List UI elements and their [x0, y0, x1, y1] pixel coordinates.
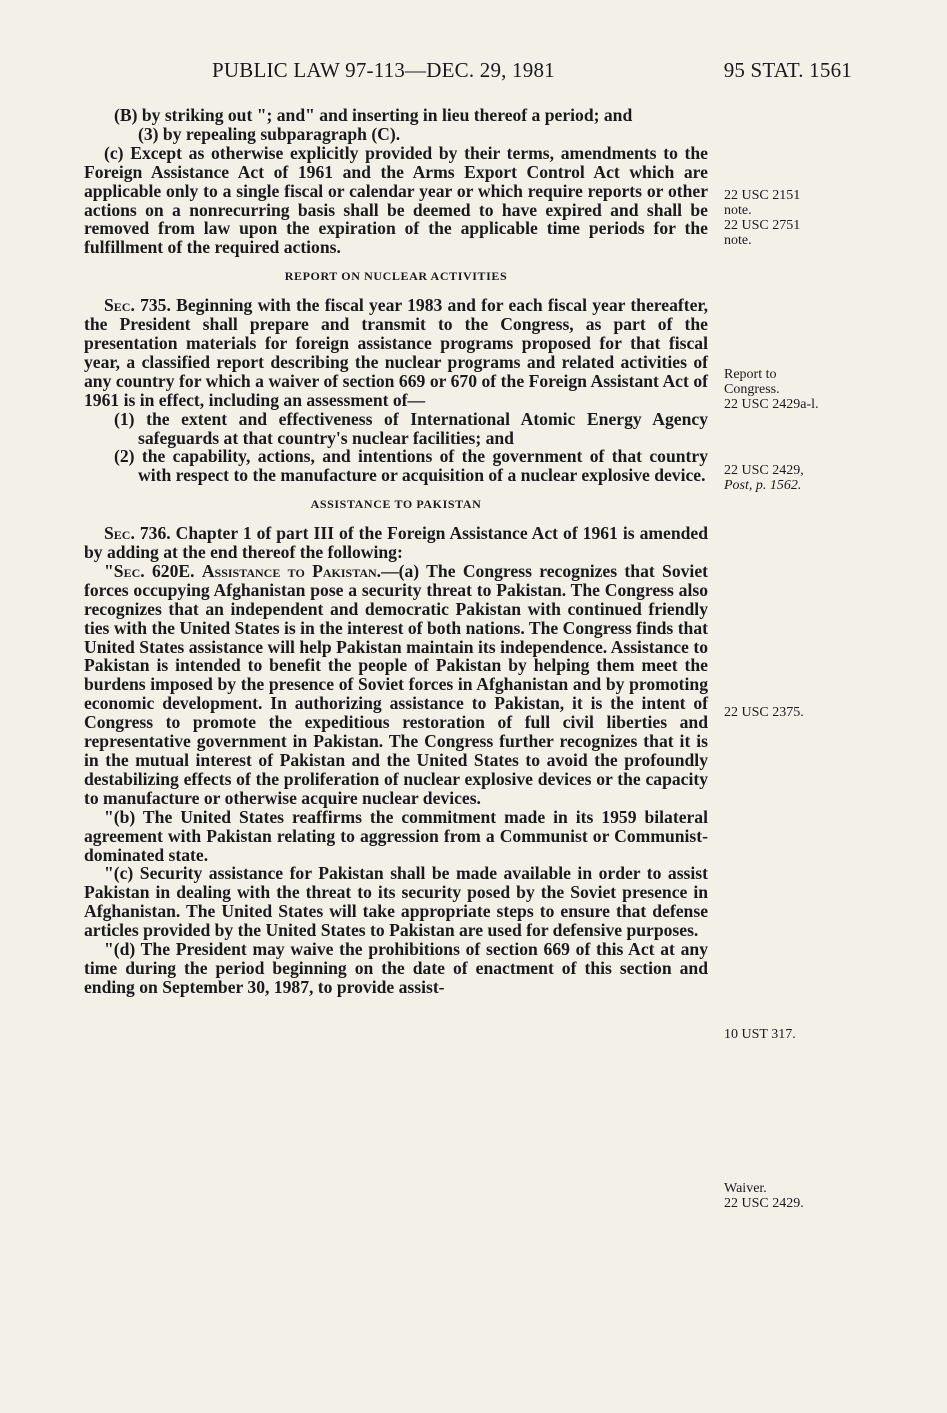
margin-note: [724, 463, 844, 493]
margin-line: Post, p. 1562.: [724, 478, 802, 493]
section-heading-pakistan: ASSISTANCE TO PAKISTAN: [310, 497, 482, 512]
section-620e: [84, 562, 708, 808]
page-header: [84, 58, 852, 84]
sec-label: Sec.: [113, 560, 145, 581]
paragraph-3: (3) by repealing subparagraph (C).: [138, 123, 401, 144]
margin-line: Waiver.: [724, 1181, 767, 1196]
margin-line: 22 USC 2429,: [724, 463, 804, 478]
subsection-c: "(c) Security assistance for Pakistan shall be made available in order to assist Pakistan in dealing with the threat to its security posed by the Soviet presence in Afghanistan. The United States will take appropriate steps to ensure that defense articles provided by the United States to Pakistan are used for defensive purposes.: [84, 863, 708, 941]
subsection-b: "(b) The United States reaffirms the commitment made in its 1959 bilateral agreement with Pakistan relating to aggression from a Communist or Communist-dominated state.: [84, 806, 708, 865]
section-number: 620E.: [144, 560, 202, 581]
section-735-text: 735. Beginning with the fiscal year 1983 and for each fiscal year thereafter, the President shall prepare and transmit to the Congress, as part of the presentation materials for foreign assistance programs proposed for that fiscal year, a classified report describing the nuclear programs and related activities of any country for which a waiver of section 669 or 670 of the Foreign Assistant Act of 1961 is in effect, including an assessment of—: [84, 295, 708, 410]
paragraph-1: (1) the extent and effectiveness of International Atomic Energy Agency safeguards at that country's nuclear facilities; and: [114, 408, 708, 448]
margin-note: [724, 705, 844, 720]
margin-line: 22 USC 2429a-l.: [724, 397, 819, 412]
section-heading-nuclear: REPORT ON NUCLEAR ACTIVITIES: [284, 269, 508, 284]
paragraph-2: (2) the capability, actions, and intentions of the government of that country with respect to the manufacture or acquisition of a nuclear explosive device.: [114, 446, 708, 486]
margin-note: [724, 1027, 844, 1042]
paragraph-b: (B) by striking out "; and" and inserting in lieu thereof a period; and: [114, 105, 633, 125]
margin-line: note.: [724, 233, 752, 248]
margin-line: 22 USC 2751: [724, 218, 801, 233]
sec-label: Sec.: [104, 295, 135, 316]
margin-line: 22 USC 2151: [724, 188, 801, 203]
margin-line: note.: [724, 203, 752, 218]
margin-note: [724, 1181, 844, 1211]
margin-note: [724, 188, 844, 248]
header-law-date: PUBLIC LAW 97-113—DEC. 29, 1981: [212, 58, 555, 82]
margin-line: 22 USC 2375.: [724, 705, 804, 720]
margin-line: Report to: [724, 367, 777, 382]
margin-line: 10 UST 317.: [724, 1027, 796, 1042]
margin-note: [724, 367, 844, 412]
margin-line: Congress.: [724, 382, 780, 397]
subsection-d: "(d) The President may waive the prohibitions of section 669 of this Act at any time during the period beginning on the date of enactment of this section and ending on September 30, 1987, to provide assist-: [84, 939, 708, 997]
section-title: Assistance to Pakistan.: [201, 560, 382, 581]
section-620e-text: —(a) The Congress recognizes that Soviet forces occupying Afghanistan pose a security threat to Pakistan. The Congress also recognizes that an independent and democratic Pakistan with continued friendly ties with the United States is in the interest of both nations. The Congress finds that United States assistance will help Pakistan maintain its independence. Assistance to Pakistan is intended to benefit the people of Pakistan by helping them meet the burdens imposed by the presence of Soviet forces in Afghanistan and by promoting economic development. In authorizing assistance to Pakistan, it is the intent of Congress to promote the expeditious restoration of full civil liberties and representative government in Pakistan. The Congress further recognizes that it is in the mutual interest of Pakistan and the United States to avoid the profoundly destabilizing effects of the proliferation of nuclear explosive devices or the capacity to manufacture or otherwise acquire nuclear devices.: [84, 560, 708, 808]
open-quote: ": [104, 560, 114, 581]
section-736-text: 736. Chapter 1 of part III of the Foreign Assistance Act of 1961 is amended by adding at the end thereof the following:: [84, 523, 708, 563]
paragraph-c: (c) Except as otherwise explicitly provided by their terms, amendments to the Foreign Assistance Act of 1961 and the Arms Export Control Act which are applicable only to a single fiscal or calendar year or which require reports or other actions on a nonrecurring basis shall be deemed to have expired and shall be removed from law upon the expiration of the applicable time periods for the fulfillment of the required actions.: [84, 142, 708, 258]
section-736: [84, 524, 708, 562]
document-body: [84, 106, 708, 997]
header-stat-page: 95 STAT. 1561: [723, 58, 852, 82]
section-735: [84, 296, 708, 409]
margin-line: 22 USC 2429.: [724, 1196, 804, 1211]
sec-label: Sec.: [104, 523, 135, 544]
